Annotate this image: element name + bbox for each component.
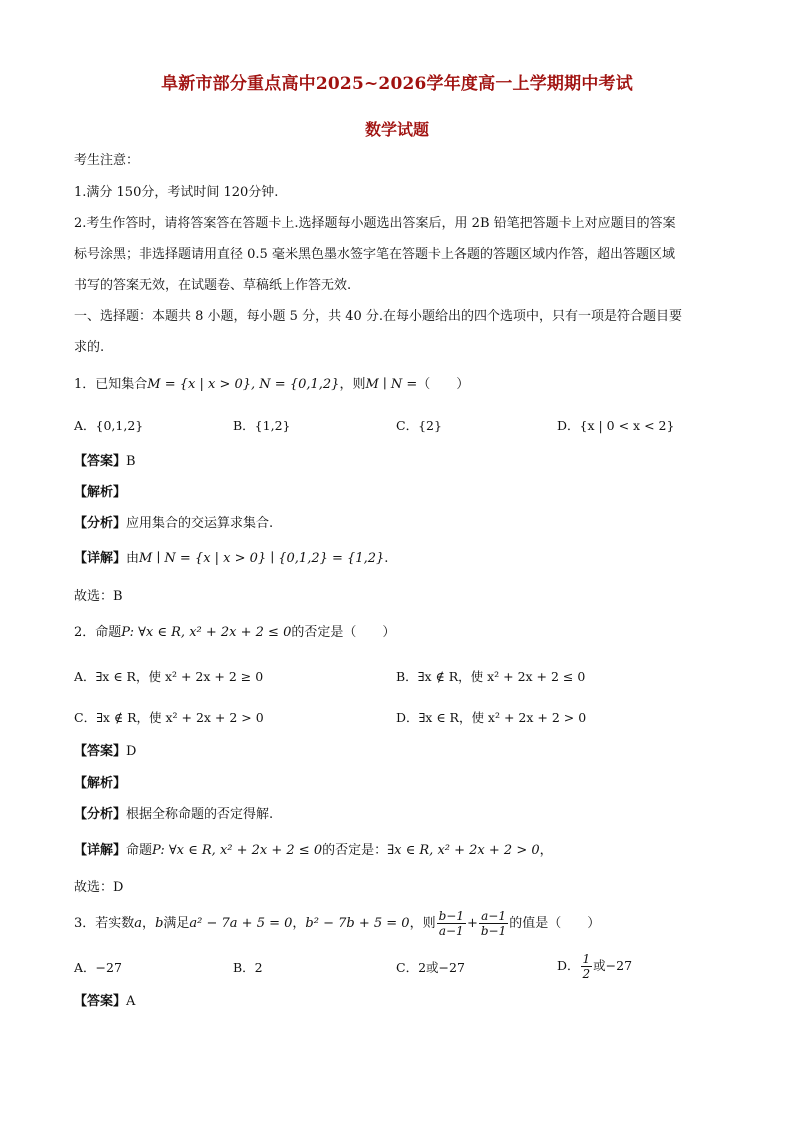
q3-fraction-1 bbox=[437, 909, 466, 938]
q3-fraction-2-numerator: a−1 bbox=[479, 909, 508, 924]
q1-analysis-label bbox=[74, 484, 722, 502]
q3-eq1: a² − 7a + 5 = 0 bbox=[189, 916, 293, 931]
notes-item-2-line-3: 书写的答案无效，在试题卷、草稿纸上作答无效. bbox=[74, 278, 352, 293]
q2-choose bbox=[74, 879, 722, 897]
fenxi-label: 【分析】 bbox=[74, 516, 127, 531]
analysis-label: 【解析】 bbox=[74, 485, 127, 500]
analysis-label: 【解析】 bbox=[74, 776, 127, 791]
notes-item-1: 1.满分 150分，考试时间 120分钟. bbox=[74, 185, 279, 200]
notes-item-2-line-1: 2.考生作答时，请将答案答在答题卡上.选择题每小题选出答案后，用 2B 铅笔把答题卡上对应题目的答案 bbox=[74, 216, 676, 231]
section-heading-line-1: 一、选择题：本题共 8 小题，每小题 5 分，共 40 分.在每小题给出的四个选项中，只有一项是符合题目要 bbox=[74, 309, 683, 324]
section-heading-line-2: 求的. bbox=[74, 340, 105, 355]
q2-detail-suffix: ， bbox=[539, 843, 553, 858]
q2-prefix: 2．命题 bbox=[74, 625, 122, 640]
q1-detail-expr: M ∣ N = {x | x > 0} ∣ {0,1,2} = {1,2} bbox=[139, 551, 385, 566]
q2-analysis-label bbox=[74, 775, 722, 793]
detail-label: 【详解】 bbox=[74, 551, 127, 566]
q1-expr: M ∣ N = bbox=[365, 377, 418, 392]
q2-detail-prop: P: ∀x ∈ R, x² + 2x + 2 ≤ 0 bbox=[152, 843, 323, 858]
q3-answer bbox=[74, 993, 722, 1011]
q2-suffix: 的否定是（ ） bbox=[291, 625, 396, 640]
q3-fraction-1-denominator: a−1 bbox=[438, 924, 464, 938]
q1-sets: M = {x | x > 0}, N = {0,1,2} bbox=[147, 377, 340, 392]
q3-plus: + bbox=[466, 916, 478, 931]
q2-answer-value: D bbox=[126, 744, 137, 759]
q2-option-c: C．∃x ∉ R，使 x² + 2x + 2 > 0 bbox=[74, 710, 264, 725]
q1-option-c: C．{2} bbox=[396, 418, 442, 433]
question-1 bbox=[74, 376, 722, 394]
q3-mid3: ， bbox=[292, 916, 306, 931]
exam-subtitle: 数学试题 bbox=[364, 120, 429, 139]
exam-title: 阜新市部分重点高中2025~2026学年度高一上学期期中考试 bbox=[161, 74, 633, 94]
q3-option-d-letter: D． bbox=[557, 958, 580, 973]
fenxi-label: 【分析】 bbox=[74, 807, 127, 822]
q3-fraction-1-numerator: b−1 bbox=[438, 909, 464, 923]
notes-item-2-line-2: 标号涂黑；非选择题请用直径 0.5 毫米黑色墨水签字笔在答题卡上各题的答题区域内作答，超出答题区域 bbox=[74, 247, 675, 262]
q2-answer bbox=[74, 743, 722, 761]
q1-detail bbox=[74, 550, 722, 568]
q3-fraction-2 bbox=[479, 909, 508, 938]
q2-option-b: B．∃x ∉ R，使 x² + 2x + 2 ≤ 0 bbox=[396, 669, 586, 684]
q1-fenxi-text: 应用集合的交运算求集合. bbox=[126, 516, 274, 531]
choose-label: 故选： bbox=[74, 880, 114, 895]
q2-fenxi bbox=[74, 806, 722, 824]
q3-suffix: 的值是（ ） bbox=[509, 916, 601, 931]
q3-option-d-suffix: 或−27 bbox=[593, 958, 633, 973]
q3-prefix: 3．若实数 bbox=[74, 916, 135, 931]
q2-detail-mid: 的否定是： bbox=[322, 843, 388, 858]
q3-option-c: C．2或−27 bbox=[396, 960, 465, 975]
q1-option-a: A．{0,1,2} bbox=[74, 418, 144, 433]
answer-label: 【答案】 bbox=[74, 454, 127, 469]
question-2 bbox=[74, 624, 722, 642]
choose-label: 故选： bbox=[74, 589, 114, 604]
q3-option-d-numerator: 1 bbox=[582, 952, 591, 966]
q1-answer bbox=[74, 453, 722, 471]
q3-option-b: B．2 bbox=[233, 960, 263, 975]
q2-option-a: A．∃x ∈ R，使 x² + 2x + 2 ≥ 0 bbox=[74, 669, 264, 684]
q1-fenxi bbox=[74, 515, 722, 533]
question-3 bbox=[74, 906, 722, 942]
q2-detail-neg: ∃x ∈ R, x² + 2x + 2 > 0 bbox=[387, 843, 540, 858]
notes-heading: 考生注意： bbox=[74, 153, 140, 168]
q3-answer-value: A bbox=[126, 994, 136, 1009]
q1-mid: ，则 bbox=[339, 377, 366, 392]
q3-option-d-fraction bbox=[581, 952, 593, 981]
q3-option-d-denominator: 2 bbox=[582, 967, 591, 981]
answer-label: 【答案】 bbox=[74, 994, 127, 1009]
q1-detail-prefix: 由 bbox=[126, 551, 140, 566]
q3-var-a: a bbox=[134, 916, 143, 931]
q1-option-b: B．{1,2} bbox=[233, 418, 291, 433]
q1-choose-value: B bbox=[113, 589, 123, 604]
q3-mid1: ， bbox=[142, 916, 156, 931]
q2-detail-prefix: 命题 bbox=[126, 843, 153, 858]
q2-option-d: D．∃x ∈ R，使 x² + 2x + 2 > 0 bbox=[396, 710, 587, 725]
q3-option-d bbox=[557, 950, 632, 982]
q2-fenxi-text: 根据全称命题的否定得解. bbox=[126, 807, 274, 822]
answer-label: 【答案】 bbox=[74, 744, 127, 759]
q1-detail-suffix: . bbox=[384, 551, 389, 566]
q1-option-d: D．{x | 0 < x < 2} bbox=[557, 418, 675, 433]
q3-mid2: 满足 bbox=[163, 916, 190, 931]
detail-label: 【详解】 bbox=[74, 843, 127, 858]
q1-answer-value: B bbox=[126, 454, 136, 469]
q3-option-a: A．−27 bbox=[74, 960, 122, 975]
q1-paren: （ ） bbox=[417, 377, 470, 392]
q1-prefix: 1．已知集合 bbox=[74, 377, 148, 392]
q3-mid4: ，则 bbox=[409, 916, 436, 931]
q2-detail bbox=[74, 842, 722, 860]
q3-eq2: b² − 7b + 5 = 0 bbox=[305, 916, 410, 931]
q2-choose-value: D bbox=[113, 880, 124, 895]
q1-choose bbox=[74, 588, 722, 606]
q3-var-b: b bbox=[155, 916, 164, 931]
q3-fraction-2-denominator: b−1 bbox=[480, 924, 507, 938]
q2-prop: P: ∀x ∈ R, x² + 2x + 2 ≤ 0 bbox=[121, 625, 292, 640]
